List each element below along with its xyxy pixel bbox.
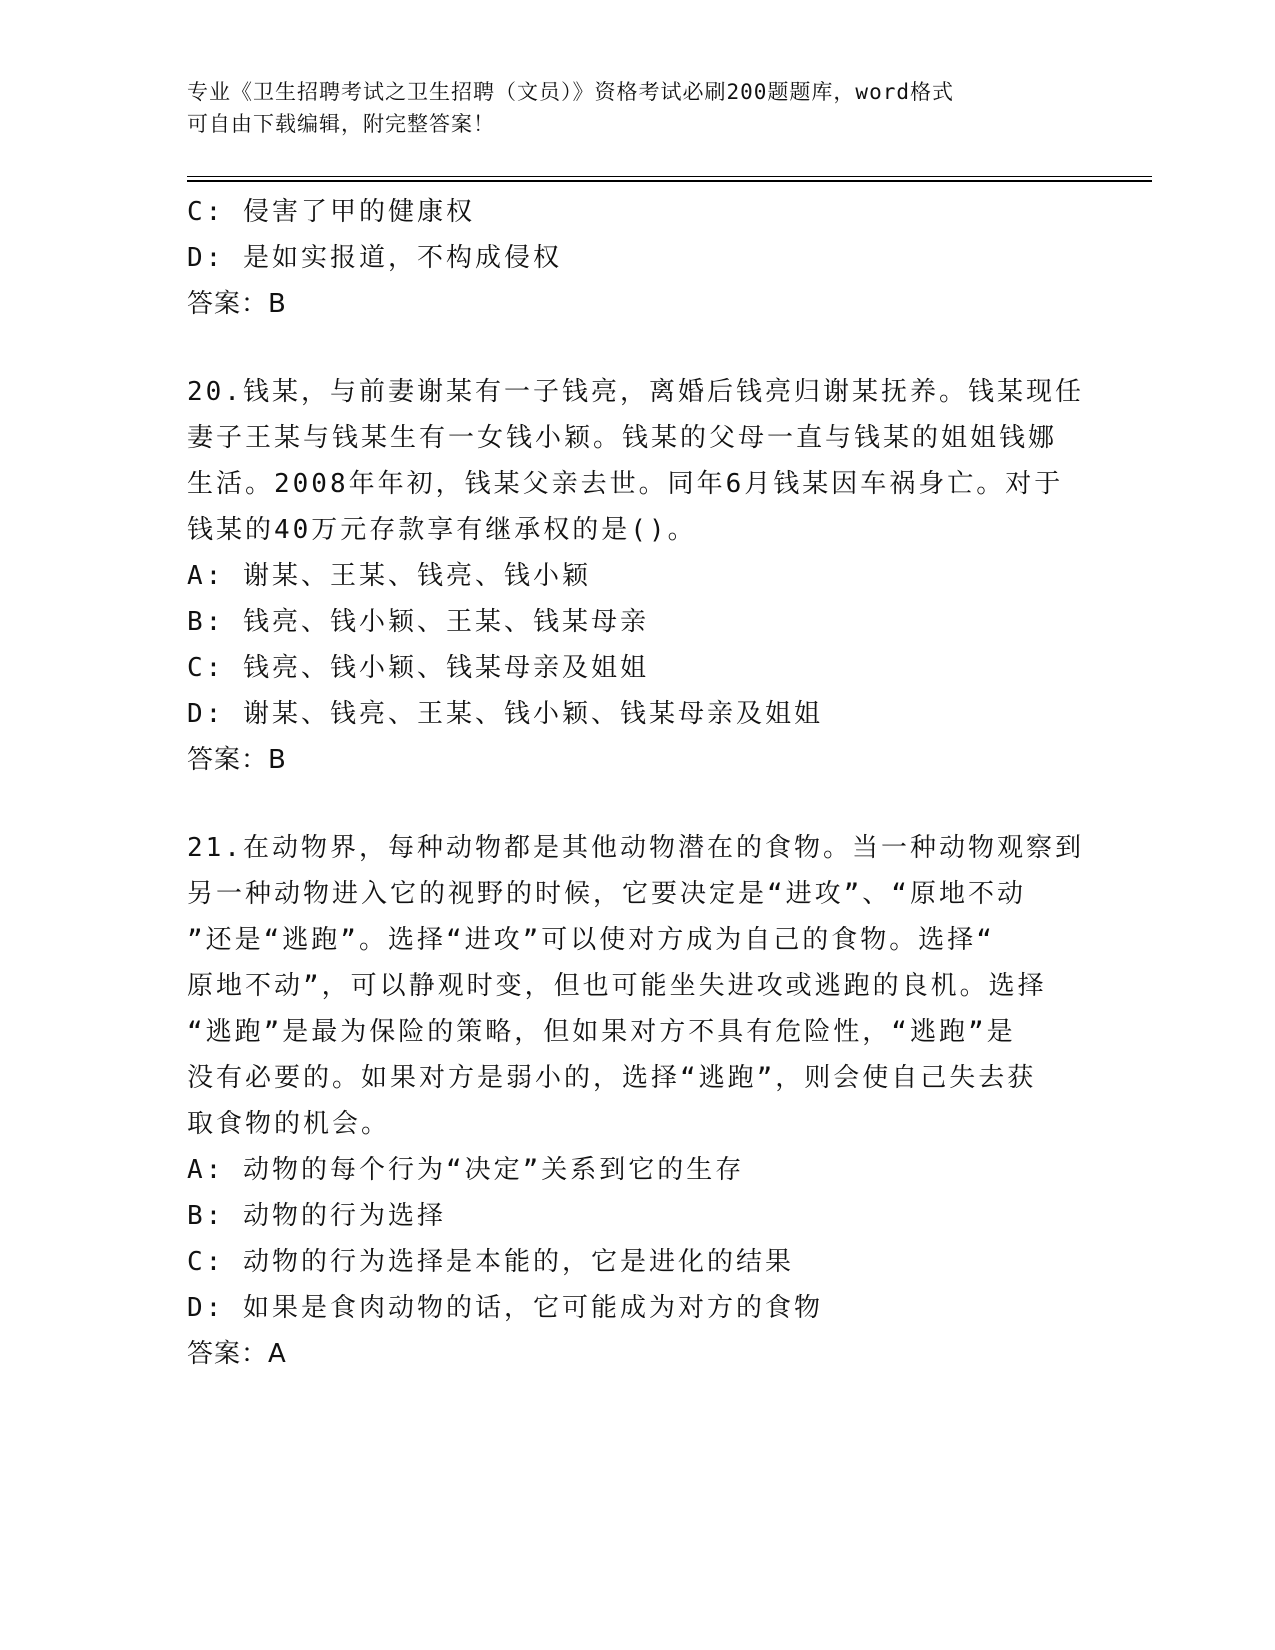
question-spacer (187, 783, 1067, 825)
option-b: B: 钱亮、钱小颖、王某、钱某母亲 (187, 607, 649, 637)
header-title-line-1: 专业《卫生招聘考试之卫生招聘（文员）》资格考试必刷200题题库，word格式 (187, 80, 954, 104)
question-text-line: 没有必要的。如果对方是弱小的，选择“逃跑”，则会使自己失去获 (187, 1063, 1037, 1093)
question-text-line: ”还是“逃跑”。选择“进攻”可以使对方成为自己的食物。选择“ (187, 925, 995, 955)
option-d: D: 如果是食肉动物的话，它可能成为对方的食物 (187, 1293, 823, 1323)
option-b: B: 动物的行为选择 (187, 1201, 446, 1231)
question-text-line: 妻子王某与钱某生有一女钱小颖。钱某的父母一直与钱某的姐姐钱娜 (187, 423, 1058, 453)
answer-line: 答案：A (187, 1339, 287, 1369)
question-text-line: “逃跑”是最为保险的策略，但如果对方不具有危险性，“逃跑”是 (187, 1017, 1016, 1047)
option-a: A: 动物的每个行为“决定”关系到它的生存 (187, 1155, 745, 1185)
option-c: C: 动物的行为选择是本能的，它是进化的结果 (187, 1247, 794, 1277)
question-text-line: 20.钱某，与前妻谢某有一子钱亮，离婚后钱亮归谢某抚养。钱某现任 (187, 377, 1084, 407)
question-spacer (187, 327, 1067, 369)
option-d: D: 谢某、钱亮、王某、钱小颖、钱某母亲及姐姐 (187, 699, 823, 729)
question-text-line: 钱某的40万元存款享有继承权的是()。 (187, 515, 697, 545)
option-a: A: 谢某、王某、钱亮、钱小颖 (187, 561, 591, 591)
question-text-line: 取食物的机会。 (187, 1109, 391, 1139)
question-20 (187, 369, 1084, 783)
header-divider-thick (187, 180, 1152, 182)
answer-line: 答案：B (187, 745, 287, 775)
question-text-line: 原地不动”，可以静观时变，但也可能坐失进攻或逃跑的良机。选择 (187, 971, 1047, 1001)
question-text-line: 生活。2008年年初，钱某父亲去世。同年6月钱某因车祸身亡。对于 (187, 469, 1064, 499)
answer-line: 答案：B (187, 289, 287, 319)
previous-question-tail (187, 189, 1067, 327)
option-d: D: 是如实报道，不构成侵权 (187, 243, 562, 273)
question-text-line: 21.在动物界，每种动物都是其他动物潜在的食物。当一种动物观察到 (187, 833, 1084, 863)
page-header (187, 76, 1067, 140)
question-text-line: 另一种动物进入它的视野的时候，它要决定是“进攻”、“原地不动 (187, 879, 1026, 909)
document-body (187, 189, 1084, 1377)
header-divider-thin (187, 176, 1152, 177)
option-c: C: 侵害了甲的健康权 (187, 197, 475, 227)
option-c: C: 钱亮、钱小颖、钱某母亲及姐姐 (187, 653, 649, 683)
question-21 (187, 825, 1084, 1377)
header-title-line-2: 可自由下载编辑，附完整答案！ (187, 112, 495, 136)
